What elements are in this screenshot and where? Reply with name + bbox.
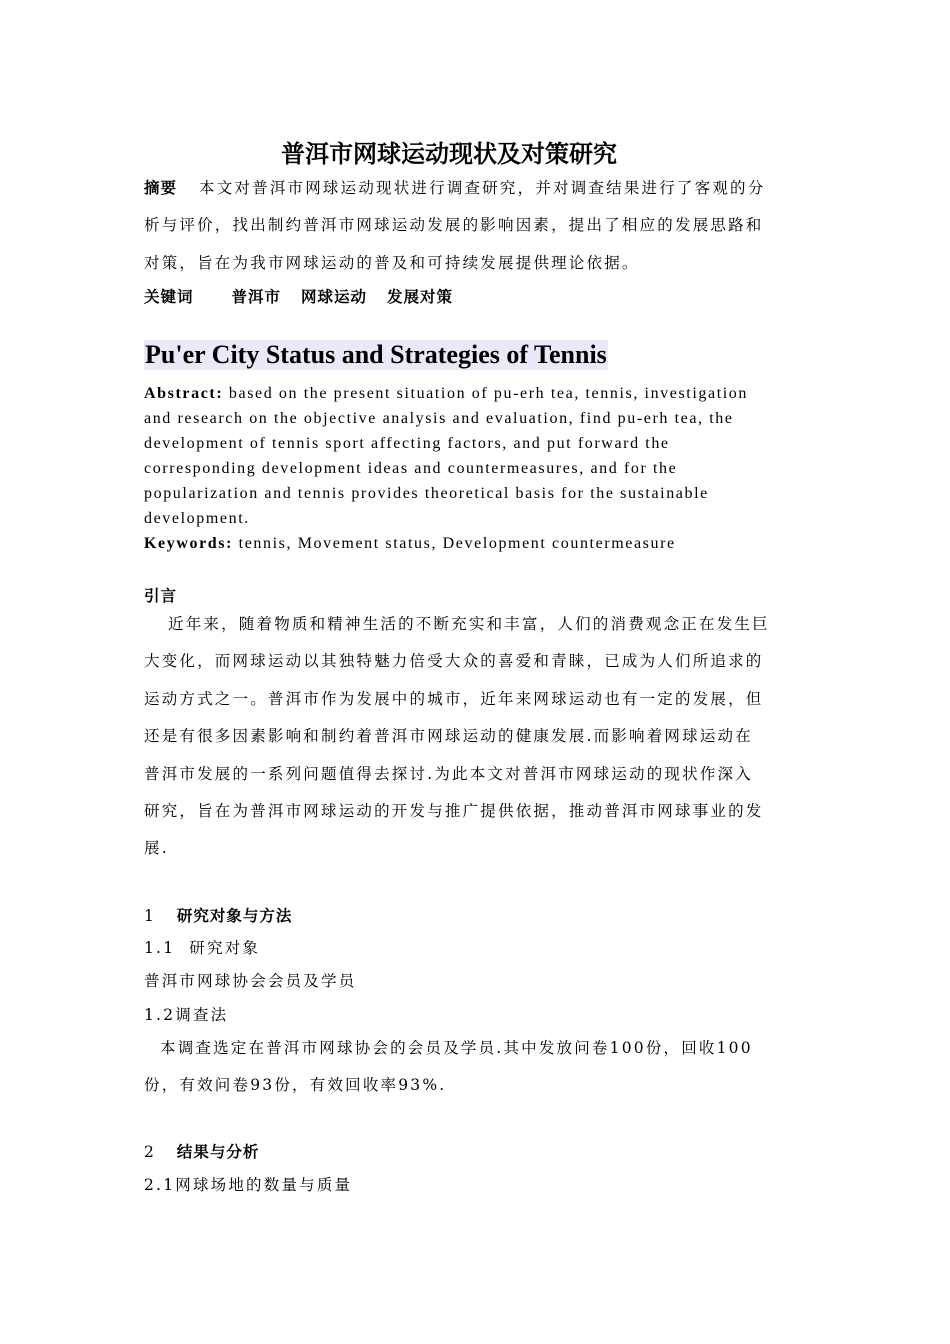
section-1-1-text: 普洱市网球协会会员及学员	[144, 972, 357, 990]
abstract-en-line-1	[144, 385, 748, 403]
intro-line-5: 普洱市发展的一系列问题值得去探讨.为此本文对普洱市网球运动的现状作深入	[144, 765, 753, 783]
keywords-en-label: Keywords:	[144, 535, 234, 552]
section-1-1-title: 研究对象	[189, 939, 261, 957]
section-1-title: 研究对象与方法	[176, 907, 293, 925]
intro-line-7: 展.	[144, 839, 169, 857]
abstract-en-line-2: and research on the objective analysis and evaluation, find pu-erh tea, the	[144, 410, 734, 427]
abstract-en-line-6: development.	[144, 510, 250, 527]
abstract-en-label: Abstract:	[144, 385, 224, 402]
keywords-en-text: tennis, Movement status, Development countermeasure	[238, 535, 676, 552]
document-title-cn: 普洱市网球运动现状及对策研究	[281, 140, 617, 168]
intro-line-3: 运动方式之一。普洱市作为发展中的城市，近年来网球运动也有一定的发展，但	[144, 690, 764, 708]
intro-line-4: 还是有很多因素影响和制约着普洱市网球运动的健康发展.而影响着网球运动在	[144, 727, 753, 745]
keywords-en	[144, 535, 676, 553]
keywords-cn	[144, 285, 473, 307]
section-1-2-line-1: 本调查选定在普洱市网球协会的会员及学员.其中发放问卷100份，回收100	[160, 1039, 753, 1057]
section-1-1-heading	[144, 936, 260, 958]
keyword-cn: 网球运动	[301, 288, 368, 306]
section-1-number: 1	[144, 907, 155, 925]
abstract-en-line-5: popularization and tennis provides theoretical basis for the sustainable	[144, 485, 709, 502]
keyword-cn: 普洱市	[231, 288, 282, 306]
intro-line-2: 大变化，而网球运动以其独特魅力倍受大众的喜爱和青睐，已成为人们所追求的	[144, 652, 764, 670]
abstract-en-text: based on the present situation of pu-erh tea, tennis, investigation	[228, 385, 748, 402]
abstract-en-line-3: development of tennis sport affecting factors, and put forward the	[144, 435, 670, 452]
section-2-heading	[144, 1140, 259, 1162]
section-1-2-line-2: 份，有效问卷93份，有效回收率93%.	[144, 1076, 447, 1094]
abstract-cn-line-2: 析与评价，找出制约普洱市网球运动发展的影响因素，提出了相应的发展思路和	[144, 216, 764, 234]
abstract-cn-label: 摘要	[144, 179, 178, 197]
document-title-en: Pu'er City Status and Strategies of Tennis	[145, 340, 607, 369]
section-2-number: 2	[144, 1143, 155, 1161]
section-2-title: 结果与分析	[176, 1143, 260, 1161]
section-2-1-heading: 2.1网球场地的数量与质量	[144, 1176, 353, 1194]
keywords-cn-label: 关键词	[144, 288, 194, 306]
abstract-en-line-4: corresponding development ideas and countermeasures, and for the	[144, 460, 678, 477]
abstract-cn-line-1	[144, 176, 765, 198]
intro-line-6: 研究，旨在为普洱市网球运动的开发与推广提供依据，推动普洱市网球事业的发	[144, 802, 764, 820]
keyword-cn: 发展对策	[387, 288, 454, 306]
intro-line-1: 近年来，随着物质和精神生活的不断充实和丰富，人们的消费观念正在发生巨	[168, 615, 770, 633]
section-1-heading	[144, 904, 292, 926]
section-1-2-heading: 1.2调查法	[144, 1006, 229, 1024]
intro-heading: 引言	[144, 587, 178, 605]
abstract-cn-text: 本文对普洱市网球运动现状进行调查研究，并对调查结果进行了客观的分	[199, 179, 766, 197]
section-1-1-number: 1.1	[144, 939, 176, 957]
abstract-cn-line-3: 对策，旨在为我市网球运动的普及和可持续发展提供理论依据。	[144, 254, 640, 272]
